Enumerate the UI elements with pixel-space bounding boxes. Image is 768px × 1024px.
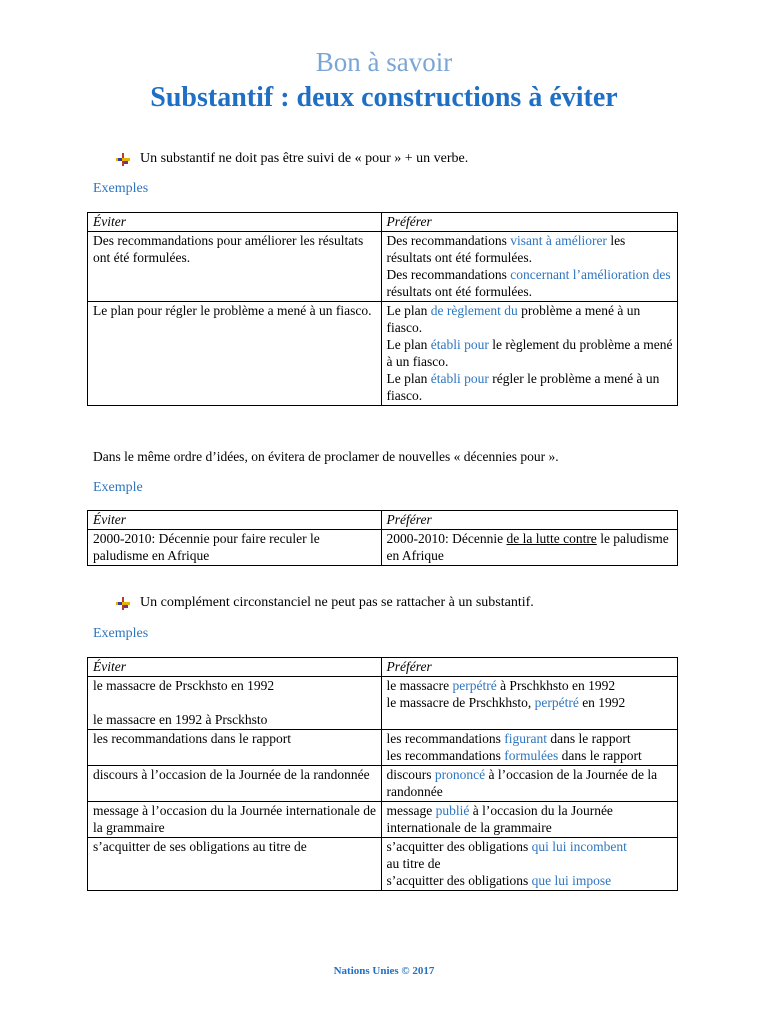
table-row <box>88 677 678 730</box>
prefer-cell: Des recommandations visant à améliorer les résultats ont été formulées. Des recommandations concernant l’amélioration des résultats ont été formulées. <box>381 232 678 302</box>
examples-table-3 <box>87 657 678 891</box>
highlight-text: de règlement du <box>430 303 518 318</box>
prefer-cell: s’acquitter des obligations qui lui incombent au titre de s’acquitter des obligations que lui impose <box>381 838 678 891</box>
avoid-cell: message à l’occasion du la Journée internationale de la grammaire <box>88 802 382 838</box>
paragraph-decades: Dans le même ordre d’idées, on évitera de proclamer de nouvelles « décennies pour ». <box>93 449 559 464</box>
highlight-text: formulées <box>504 748 559 763</box>
section-label-examples-2: Exemples <box>93 626 149 641</box>
prefer-cell: Le plan de règlement du problème a mené à un fiasco. Le plan établi pour le règlement du problème a mené à un fiasco. Le plan établi pour régler le problème a mené à un fiasco. <box>381 302 678 406</box>
avoid-cell: les recommandations dans le rapport <box>88 730 382 766</box>
highlight-text: établi pour <box>430 337 489 352</box>
table-header-row <box>88 213 678 232</box>
footer-copyright: Nations Unies © 2017 <box>333 965 435 977</box>
table-row <box>88 802 678 838</box>
prefer-cell: discours prononcé à l’occasion de la Journée de la randonnée <box>381 766 678 802</box>
table-header-row <box>88 511 678 530</box>
table-header-row <box>88 658 678 677</box>
avoid-cell: Le plan pour régler le problème a mené à un fiasco. <box>88 302 382 406</box>
table-row <box>88 730 678 766</box>
header-avoid: Éviter <box>88 213 382 232</box>
avoid-cell: discours à l’occasion de la Journée de la randonnée <box>88 766 382 802</box>
highlight-text: perpétré <box>534 695 579 710</box>
highlight-text: concernant l’amélioration des <box>510 267 671 282</box>
highlight-text: perpétré <box>452 678 497 693</box>
highlight-text: que lui impose <box>531 873 612 888</box>
table-row <box>88 766 678 802</box>
prefer-cell: message publié à l’occasion du la Journée internationale de la grammaire <box>381 802 678 838</box>
bullet-text: Un complément circonstanciel ne peut pas se rattacher à un substantif. <box>140 595 534 610</box>
prefer-cell: 2000-2010: Décennie de la lutte contre le paludisme en Afrique <box>381 530 678 566</box>
prefer-cell: les recommandations figurant dans le rapport les recommandations formulées dans le rapport <box>381 730 678 766</box>
bullet-icon <box>116 153 130 166</box>
avoid-cell: 2000-2010: Décennie pour faire reculer le paludisme en Afrique <box>88 530 382 566</box>
avoid-cell: s’acquitter de ses obligations au titre de <box>88 838 382 891</box>
table-row <box>88 838 678 891</box>
highlight-text: prononcé <box>434 767 486 782</box>
header-prefer: Préférer <box>381 658 678 677</box>
bullet-text: Un substantif ne doit pas être suivi de « pour » + un verbe. <box>140 151 469 166</box>
avoid-cell: le massacre de Prsckhsto en 1992 le massacre en 1992 à Prsckhsto <box>88 677 382 730</box>
highlight-text: établi pour <box>430 371 489 386</box>
table-row <box>88 302 678 406</box>
highlight-text: publié <box>435 803 470 818</box>
header-avoid: Éviter <box>88 511 382 530</box>
bullet-icon <box>116 597 130 610</box>
highlight-text: qui lui incombent <box>531 839 627 854</box>
avoid-cell: Des recommandations pour améliorer les résultats ont été formulées. <box>88 232 382 302</box>
table-row <box>88 232 678 302</box>
table-row <box>88 530 678 566</box>
section-label-example: Exemple <box>93 480 143 495</box>
header-prefer: Préférer <box>381 511 678 530</box>
page-title: Bon à savoir <box>315 47 453 77</box>
page-subtitle: Substantif : deux constructions à éviter <box>150 82 618 113</box>
examples-table-1 <box>87 212 678 406</box>
examples-table-2 <box>87 510 678 566</box>
prefer-cell: le massacre perpétré à Prschkhsto en 1992 le massacre de Prschkhsto, perpétré en 1992 <box>381 677 678 730</box>
highlight-text: visant à améliorer <box>510 233 607 248</box>
section-label-examples: Exemples <box>93 181 149 196</box>
header-prefer: Préférer <box>381 213 678 232</box>
header-avoid: Éviter <box>88 658 382 677</box>
highlight-text: figurant <box>504 731 547 746</box>
underlined-text: de la lutte contre <box>506 531 597 546</box>
